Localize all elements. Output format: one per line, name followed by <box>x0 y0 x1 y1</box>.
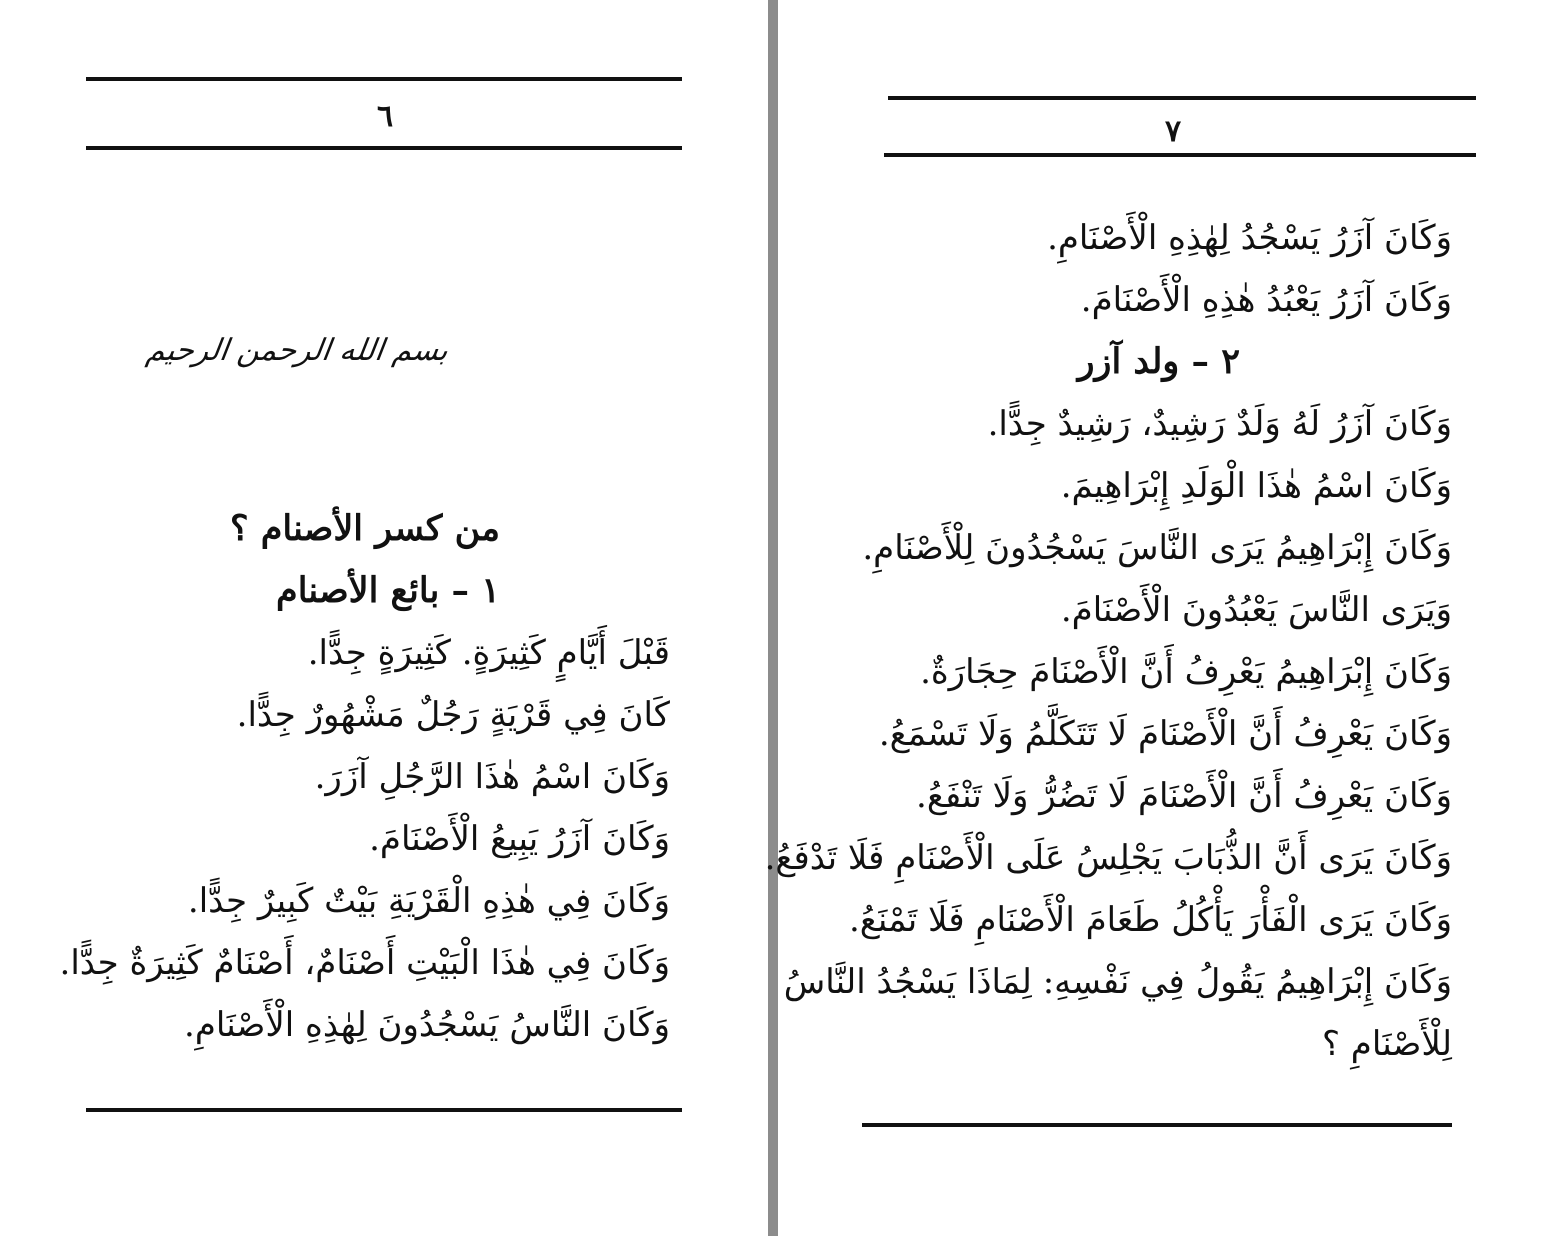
text-line: وَكَانَ يَعْرِفُ أَنَّ الْأَصْنَامَ لَا تَضُرُّ وَلَا تَنْفَعُ. <box>916 776 1452 816</box>
header-top-rule <box>86 77 682 81</box>
text-line: قَبْلَ أَيَّامٍ كَثِيرَةٍ. كَثِيرَةٍ جِدًّا. <box>307 633 670 673</box>
header-bottom-rule <box>884 153 1476 157</box>
header-bottom-rule <box>86 146 682 150</box>
text-line: وَكَانَ النَّاسُ يَسْجُدُونَ لِهٰذِهِ الْأَصْنَامِ. <box>184 1005 670 1045</box>
text-line: وَيَرَى النَّاسَ يَعْبُدُونَ الْأَصْنَامَ. <box>1060 590 1452 630</box>
left-page <box>0 0 768 1236</box>
text-line: وَكَانَ فِي هٰذِهِ الْقَرْيَةِ بَيْتٌ كَبِيرٌ جِدًّا. <box>187 881 670 921</box>
text-line: وَكَانَ آزَرُ لَهُ وَلَدٌ رَشِيدٌ، رَشِيدٌ جِدًّا. <box>987 404 1452 444</box>
text-line: وَكَانَ إِبْرَاهِيمُ يَرَى النَّاسَ يَسْجُدُونَ لِلْأَصْنَامِ. <box>862 528 1452 568</box>
page-number: ٦ <box>376 99 394 134</box>
text-line: وَكَانَ يَرَى أَنَّ الذُّبَابَ يَجْلِسُ عَلَى الْأَصْنَامِ فَلَا تَدْفَعُ. <box>764 838 1452 878</box>
text-line: كَانَ فِي قَرْيَةٍ رَجُلٌ مَشْهُورٌ جِدًّا. <box>236 695 670 735</box>
text-line: وَكَانَ آزَرُ يَسْجُدُ لِهٰذِهِ الْأَصْنَامِ. <box>1047 218 1452 258</box>
text-line: وَكَانَ يَعْرِفُ أَنَّ الْأَصْنَامَ لَا تَتَكَلَّمُ وَلَا تَسْمَعُ. <box>878 714 1452 754</box>
footer-rule <box>862 1123 1452 1127</box>
text-line: وَكَانَ اسْمُ هٰذَا الرَّجُلِ آزَرَ. <box>314 757 670 797</box>
section-heading: ٢ – ولد آزر <box>1077 341 1240 382</box>
text-line: وَكَانَ اسْمُ هٰذَا الْوَلَدِ إِبْرَاهِيمَ. <box>1060 466 1452 506</box>
right-page <box>764 0 1546 1236</box>
text-line: وَكَانَ إِبْرَاهِيمُ يَعْرِفُ أَنَّ الْأَصْنَامَ حِجَارَةٌ. <box>920 652 1452 692</box>
footer-rule <box>86 1108 682 1112</box>
text-line: وَكَانَ آزَرُ يَعْبُدُ هٰذِهِ الْأَصْنَامَ. <box>1080 280 1452 320</box>
text-line: وَكَانَ يَرَى الْفَأْرَ يَأْكُلُ طَعَامَ الْأَصْنَامِ فَلَا تَمْنَعُ. <box>848 900 1452 940</box>
body-text <box>764 207 1452 1075</box>
section-heading: ١ – بائع الأصنام <box>276 570 500 611</box>
text-line: لِلْأَصْنَامِ ؟ <box>1321 1024 1452 1064</box>
text-line: وَكَانَ إِبْرَاهِيمُ يَقُولُ فِي نَفْسِهِ: لِمَاذَا يَسْجُدُ النَّاسُ <box>783 962 1452 1002</box>
header-top-rule <box>888 96 1476 100</box>
book-gutter <box>768 0 778 1236</box>
body-text <box>59 622 670 1056</box>
story-title: من كسر الأصنام ؟ <box>229 508 500 549</box>
body-text <box>180 498 500 622</box>
page-number: ٧ <box>1164 114 1182 149</box>
text-line: وَكَانَ آزَرُ يَبِيعُ الْأَصْنَامَ. <box>369 819 670 859</box>
text-line: وَكَانَ فِي هٰذَا الْبَيْتِ أَصْنَامٌ، أَصْنَامٌ كَثِيرَةٌ جِدًّا. <box>59 943 670 983</box>
basmala-calligraphy: بسم الله الرحمن الرحيم <box>144 333 451 368</box>
